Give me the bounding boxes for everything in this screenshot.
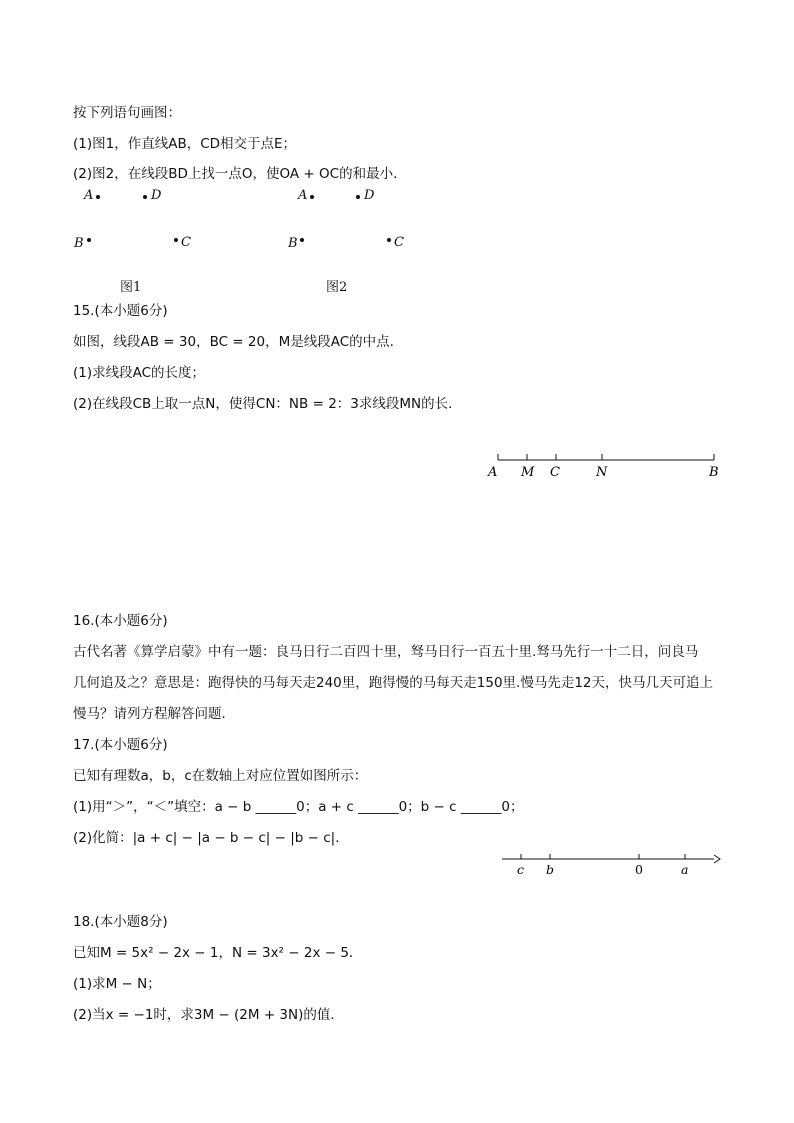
fig1-point-B <box>87 238 91 242</box>
q16-line1: 古代名著《算学启蒙》中有一题：良马日行二百四十里，驽马日行一百五十里.驽马先行一十二日，问良马 <box>73 644 699 660</box>
q18-part1: (1)求M − N； <box>73 976 161 992</box>
q16-line3: 慢马？请列方程解答问题． <box>73 706 235 722</box>
fig2-caption: 图2 <box>326 280 348 295</box>
segment-label-M: M <box>521 465 535 480</box>
q17-header: 17.(本小题6分) <box>73 737 168 753</box>
q15-part2: (2)在线段CB上取一点N，使得CN：NB = 2：3求线段MN的长． <box>73 396 462 412</box>
q18-header: 18.(本小题8分) <box>73 914 168 930</box>
fig2-label-D: D <box>364 188 375 203</box>
fig1-point-D <box>143 195 147 199</box>
number-line-label-a: a <box>681 862 689 877</box>
fig1-label-B: B <box>74 236 84 251</box>
fig2-label-B: B <box>288 236 298 251</box>
fig2-point-D <box>356 195 360 199</box>
number-line-label-0: 0 <box>635 862 643 877</box>
number-line-arrow-icon <box>714 855 720 863</box>
fig1-point-C <box>174 238 178 242</box>
fig2-point-C <box>387 238 391 242</box>
segment-label-B: B <box>709 465 719 480</box>
q18-stem: 已知M = 5x² − 2x − 1，N = 3x² − 2x − 5． <box>73 945 363 961</box>
fig2-label-A: A <box>298 188 308 203</box>
fig2-label-C: C <box>394 235 404 250</box>
q15-segment-figure <box>488 452 728 482</box>
segment-label-A: A <box>488 465 498 480</box>
number-line-label-c: c <box>517 862 525 877</box>
q17-part2: (2)化简：|a + c| − |a − b − c| − |b − c|． <box>73 830 349 846</box>
q17-part1: (1)用“＞”，“＜”填空：a − b ______0；a + c ______0；b − c ______0； <box>73 799 524 815</box>
fig1-label-A: A <box>84 188 94 203</box>
fig2-point-A <box>310 195 314 199</box>
fig1-point-A <box>96 195 100 199</box>
q14-intro: 按下列语句画图： <box>73 105 181 121</box>
q18-part2: (2)当x = −1时，求3M − (2M + 3N)的值． <box>73 1007 344 1023</box>
fig2-point-B <box>300 238 304 242</box>
q16-header: 16.(本小题6分) <box>73 613 168 629</box>
fig1-label-C: C <box>181 235 191 250</box>
q14-part1: (1)图1，作直线AB，CD相交于点E； <box>73 136 297 152</box>
q14-part2: (2)图2，在线段BD上找一点O，使OA + OC的和最小． <box>73 166 407 182</box>
segment-label-C: C <box>550 465 560 480</box>
number-line-label-b: b <box>546 862 555 877</box>
fig1-label-D: D <box>151 188 162 203</box>
q16-line2: 几何追及之？意思是：跑得快的马每天走240里，跑得慢的马每天走150里.慢马先走12天，快马几天可追上 <box>73 675 714 691</box>
q17-number-line <box>500 850 725 880</box>
fig1-caption: 图1 <box>120 280 142 295</box>
q15-part1: (1)求线段AC的长度； <box>73 365 206 381</box>
segment-label-N: N <box>596 465 608 480</box>
q17-stem: 已知有理数a，b，c在数轴上对应位置如图所示： <box>73 768 368 784</box>
q15-header: 15.(本小题6分) <box>73 303 168 319</box>
q15-stem: 如图，线段AB = 30，BC = 20，M是线段AC的中点． <box>73 334 404 350</box>
